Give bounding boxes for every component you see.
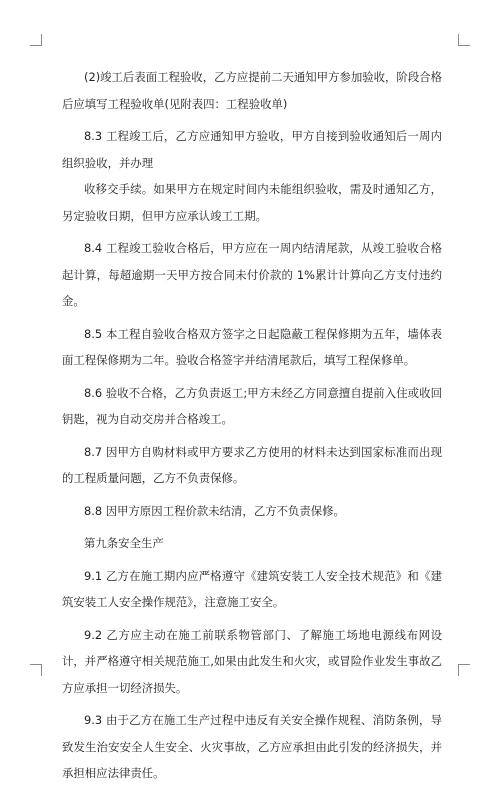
paragraph-8-6: 8.6 验收不合格，乙方负责返工;甲方未经乙方同意擅自提前入住或收回钥匙，视为自动交房并合格竣工。 bbox=[62, 385, 442, 426]
paragraph-9-1: 9.1 乙方在施工期内应严格遵守《建筑安装工人安全技术规范》和《建筑安装工人安全操作规范》，注意施工安全。 bbox=[62, 568, 442, 609]
crop-mark-bottom-left bbox=[30, 664, 42, 676]
document-body bbox=[62, 64, 442, 793]
crop-mark-top-left bbox=[30, 34, 42, 46]
paragraph-8-7: 8.7 因甲方自购材料或甲方要求乙方使用的材料未达到国家标准而出现的工程质量问题，乙方不负责保修。 bbox=[62, 444, 442, 485]
paragraph-8-3-continued: 收移交手续。如果甲方在规定时间内未能组织验收，需及时通知乙方，另定验收日期，但甲方应承认竣工工期。 bbox=[62, 182, 442, 223]
paragraph-8-8: 8.8 因甲方原因工程价款未结清，乙方不负责保修。 bbox=[84, 503, 345, 518]
paragraph-8-4: 8.4 工程竣工验收合格后，甲方应在一周内结清尾款，从竣工验收合格起计算，每超逾期一天甲方按合同未付价款的 1%累计计算向乙方支付违约金。 bbox=[62, 241, 442, 308]
paragraph-9-2: 9.2 乙方应主动在施工前联系物管部门、了解施工场地电源线布网设计，并严格遵守相关规范施工,如果由此发生和火灾，或冒险作业发生事故乙方应承担一切经济损失。 bbox=[62, 627, 442, 695]
crop-mark-bottom-right bbox=[458, 664, 470, 676]
paragraph-8-5: 8.5 本工程自验收合格双方签字之日起隐蔽工程保修期为五年，墙体表面工程保修期为二年。验收合格签字并结清尾款后，填写工程保修单。 bbox=[62, 326, 442, 367]
section-heading-safety: 第九条安全生产 bbox=[84, 536, 164, 550]
paragraph-acceptance-surface: (2)竣工后表面工程验收，乙方应提前二天通知甲方参加验收，阶段合格后应填写工程验收单(见附表四：工程验收单) bbox=[62, 70, 442, 111]
paragraph-8-3: 8.3 工程竣工后，乙方应通知甲方验收，甲方自接到验收通知后一周内组织验收，并办理 bbox=[62, 129, 442, 170]
crop-mark-top-right bbox=[458, 34, 470, 46]
paragraph-9-3: 9.3 由于乙方在施工生产过程中违反有关安全操作规程、消防条例，导致发生治安安全人生安全、火灾事故，乙方应承担由此引发的经济损失，并承担相应法律责任。 bbox=[62, 713, 442, 780]
